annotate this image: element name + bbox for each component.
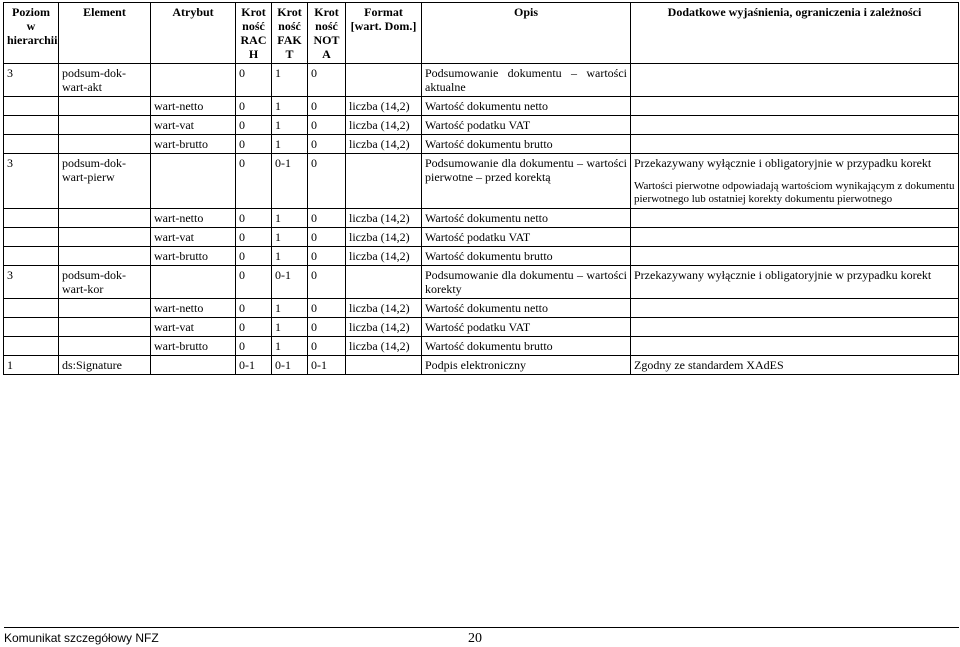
- level-cell: 3: [4, 266, 59, 299]
- attribute-row: wart-vat 0 1 0 liczba (14,2) Wartość podatku VAT: [4, 318, 959, 337]
- fakt-cell: 1: [272, 64, 308, 97]
- header-level: Poziom w hierarchii: [4, 3, 59, 64]
- description-cell: Wartość dokumentu netto: [422, 299, 631, 318]
- rach-cell: 0: [236, 154, 272, 209]
- fakt-cell: 0-1: [272, 266, 308, 299]
- notes-cell: [631, 154, 959, 209]
- nota-cell: 0-1: [308, 356, 346, 375]
- attribute-cell: [151, 356, 236, 375]
- element-cell: podsum-dok-wart-kor: [59, 266, 151, 299]
- notes-cell: [631, 266, 959, 299]
- format-cell: [346, 356, 422, 375]
- notes-text: Przekazywany wyłącznie i obligatoryjnie w przypadku korekt: [634, 156, 932, 170]
- attribute-cell: wart-brutto: [151, 247, 236, 266]
- header-rach: Krot ność RAC H: [236, 3, 272, 64]
- level-cell: 3: [4, 64, 59, 97]
- element-row: [4, 64, 959, 97]
- notes-cell: [631, 64, 959, 97]
- fakt-cell: 0-1: [272, 356, 308, 375]
- description-cell: Podsumowanie dla dokumentu – wartości pierwotne – przed korektą: [422, 154, 631, 209]
- description-cell: Wartość podatku VAT: [422, 318, 631, 337]
- header-attribute: Atrybut: [151, 3, 236, 64]
- description-cell: Wartość podatku VAT: [422, 228, 631, 247]
- element-cell: ds:Signature: [59, 356, 151, 375]
- format-cell: [346, 64, 422, 97]
- attribute-cell: wart-brutto: [151, 337, 236, 356]
- attribute-row: wart-netto 0 1 0 liczba (14,2) Wartość dokumentu netto: [4, 299, 959, 318]
- notes-cell: Zgodny ze standardem XAdES: [631, 356, 959, 375]
- nota-cell: 0: [308, 154, 346, 209]
- page-number: 20: [468, 631, 482, 646]
- nota-cell: 0: [308, 266, 346, 299]
- element-cell: podsum-dok-wart-pierw: [59, 154, 151, 209]
- attribute-row: wart-vat 0 1 0 liczba (14,2) Wartość podatku VAT: [4, 116, 959, 135]
- attribute-cell: [151, 64, 236, 97]
- notes-detail-text: Wartości pierwotne odpowiadają wartościom wynikającym z dokumentu pierwotnego lub ostatniej korekty dokumentu pierwotnego: [634, 180, 955, 205]
- nota-cell: 0: [308, 64, 346, 97]
- rach-cell: 0: [236, 266, 272, 299]
- attribute-cell: [151, 266, 236, 299]
- element-cell: podsum-dok-wart-akt: [59, 64, 151, 97]
- description-cell: Wartość dokumentu netto: [422, 209, 631, 228]
- notes-text: Przekazywany wyłącznie i obligatoryjnie w przypadku korekt: [634, 268, 932, 282]
- attribute-row: wart-netto 0 1 0 liczba (14,2) Wartość dokumentu netto: [4, 209, 959, 228]
- format-cell: liczba (14,2): [346, 116, 422, 135]
- attribute-cell: wart-netto: [151, 97, 236, 116]
- description-cell: Podsumowanie dla dokumentu – wartości korekty: [422, 266, 631, 299]
- description-cell: Wartość podatku VAT: [422, 116, 631, 135]
- footer-title: Komunikat szczegółowy NFZ: [4, 631, 159, 645]
- header-element: Element: [59, 3, 151, 64]
- format-cell: liczba (14,2): [346, 135, 422, 154]
- attribute-cell: wart-vat: [151, 116, 236, 135]
- attribute-row: wart-vat 0 1 0 liczba (14,2) Wartość podatku VAT: [4, 228, 959, 247]
- attribute-cell: wart-brutto: [151, 135, 236, 154]
- description-cell: Wartość dokumentu brutto: [422, 337, 631, 356]
- header-fakt: Krot ność FAK T: [272, 3, 308, 64]
- format-cell: liczba (14,2): [346, 299, 422, 318]
- description-cell: Wartość dokumentu netto: [422, 97, 631, 116]
- format-cell: liczba (14,2): [346, 228, 422, 247]
- format-cell: liczba (14,2): [346, 318, 422, 337]
- header-nota: Krot ność NOT A: [308, 3, 346, 64]
- format-cell: liczba (14,2): [346, 337, 422, 356]
- level-cell: 3: [4, 154, 59, 209]
- header-notes: Dodatkowe wyjaśnienia, ograniczenia i zależności: [631, 3, 959, 64]
- attribute-row: wart-brutto 0 1 0 liczba (14,2) Wartość dokumentu brutto: [4, 247, 959, 266]
- rach-cell: 0-1: [236, 356, 272, 375]
- format-cell: liczba (14,2): [346, 209, 422, 228]
- spec-table: [3, 2, 959, 375]
- attribute-row: wart-brutto 0 1 0 liczba (14,2) Wartość dokumentu brutto: [4, 135, 959, 154]
- header-format: Format [wart. Dom.]: [346, 3, 422, 64]
- signature-row: [4, 356, 959, 375]
- element-row: [4, 154, 959, 209]
- format-cell: [346, 266, 422, 299]
- attribute-cell: wart-vat: [151, 318, 236, 337]
- fakt-cell: 0-1: [272, 154, 308, 209]
- description-cell: Wartość dokumentu brutto: [422, 135, 631, 154]
- header-description: Opis: [422, 3, 631, 64]
- header-row: [4, 3, 959, 64]
- level-cell: 1: [4, 356, 59, 375]
- attribute-cell: wart-netto: [151, 299, 236, 318]
- description-cell: Podpis elektroniczny: [422, 356, 631, 375]
- format-cell: [346, 154, 422, 209]
- format-cell: liczba (14,2): [346, 247, 422, 266]
- format-cell: liczba (14,2): [346, 97, 422, 116]
- element-row: [4, 266, 959, 299]
- attribute-cell: wart-vat: [151, 228, 236, 247]
- attribute-cell: wart-netto: [151, 209, 236, 228]
- attribute-row: wart-netto 0 1 0 liczba (14,2) Wartość dokumentu netto: [4, 97, 959, 116]
- page-footer: [4, 627, 959, 646]
- attribute-cell: [151, 154, 236, 209]
- description-cell: Wartość dokumentu brutto: [422, 247, 631, 266]
- description-cell: Podsumowanie dokumentu – wartości aktualne: [422, 64, 631, 97]
- attribute-row: wart-brutto 0 1 0 liczba (14,2) Wartość dokumentu brutto: [4, 337, 959, 356]
- rach-cell: 0: [236, 64, 272, 97]
